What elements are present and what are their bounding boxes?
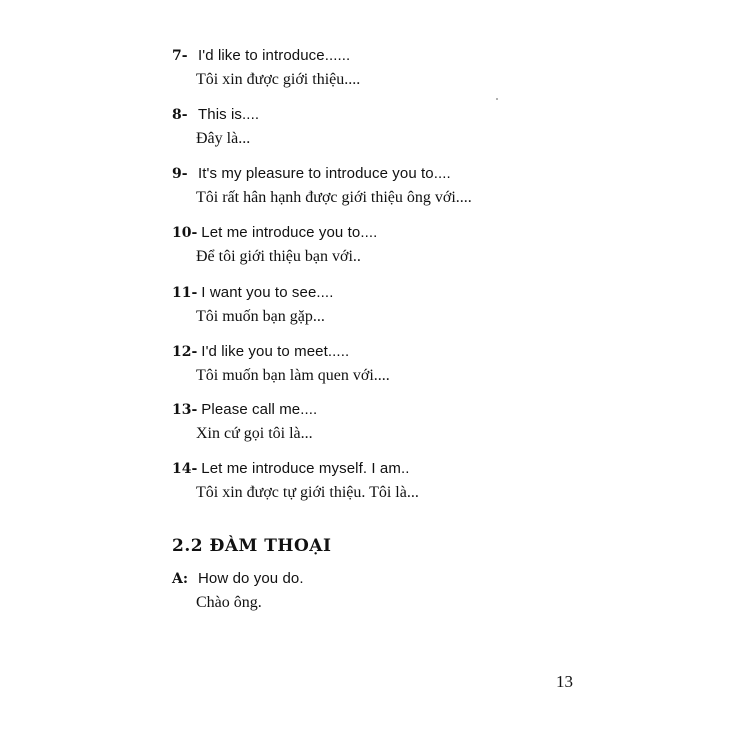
phrase-item (172, 401, 712, 443)
phrase-english: I'd like you to meet..... (201, 343, 350, 360)
dialog-vietnamese: Chào ông. (196, 594, 262, 611)
phrase-vietnamese: Đây là... (196, 130, 251, 147)
phrase-item (172, 106, 712, 148)
section-heading: 2.2 ĐÀM THOẠI (172, 536, 332, 556)
phrase-vietnamese: Tôi muốn bạn gặp... (196, 308, 325, 325)
phrase-item (172, 284, 712, 326)
phrase-number: 12- (172, 344, 198, 360)
phrase-number: 7- (172, 48, 188, 64)
dialog-speaker: A: (172, 571, 189, 587)
phrase-number: 10- (172, 225, 198, 241)
phrase-number: 14- (172, 461, 198, 477)
phrase-vietnamese: Tôi rất hân hạnh được giới thiệu ông với.... (196, 189, 472, 206)
dialog-line (172, 570, 712, 612)
phrase-english: It's my pleasure to introduce you to.... (198, 165, 451, 182)
phrase-item (172, 47, 712, 89)
phrase-english: Let me introduce you to.... (201, 224, 378, 241)
dialog-english: How do you do. (198, 570, 304, 587)
phrase-item (172, 224, 712, 266)
phrase-vietnamese: Tôi muốn bạn làm quen với.... (196, 367, 390, 384)
phrase-number: 8- (172, 107, 188, 123)
phrase-item (172, 165, 712, 207)
phrase-vietnamese: Tôi xin được tự giới thiệu. Tôi là... (196, 484, 419, 501)
phrase-vietnamese: Tôi xin được giới thiệu.... (196, 71, 361, 88)
phrase-number: 9- (172, 166, 188, 182)
phrase-english: This is.... (198, 106, 260, 123)
print-speck (496, 98, 498, 100)
phrase-vietnamese: Để tôi giới thiệu bạn với.. (196, 248, 361, 265)
phrase-item (172, 460, 712, 502)
phrase-vietnamese: Xin cứ gọi tôi là... (196, 425, 313, 442)
phrase-number: 13- (172, 402, 198, 418)
phrase-english: Let me introduce myself. I am.. (201, 460, 410, 477)
phrase-item (172, 343, 712, 385)
phrase-number: 11- (172, 285, 198, 301)
page-number: 13 (556, 672, 573, 691)
phrase-english: I'd like to introduce...... (198, 47, 351, 64)
phrase-english: Please call me.... (201, 401, 318, 418)
phrase-english: I want you to see.... (201, 284, 334, 301)
